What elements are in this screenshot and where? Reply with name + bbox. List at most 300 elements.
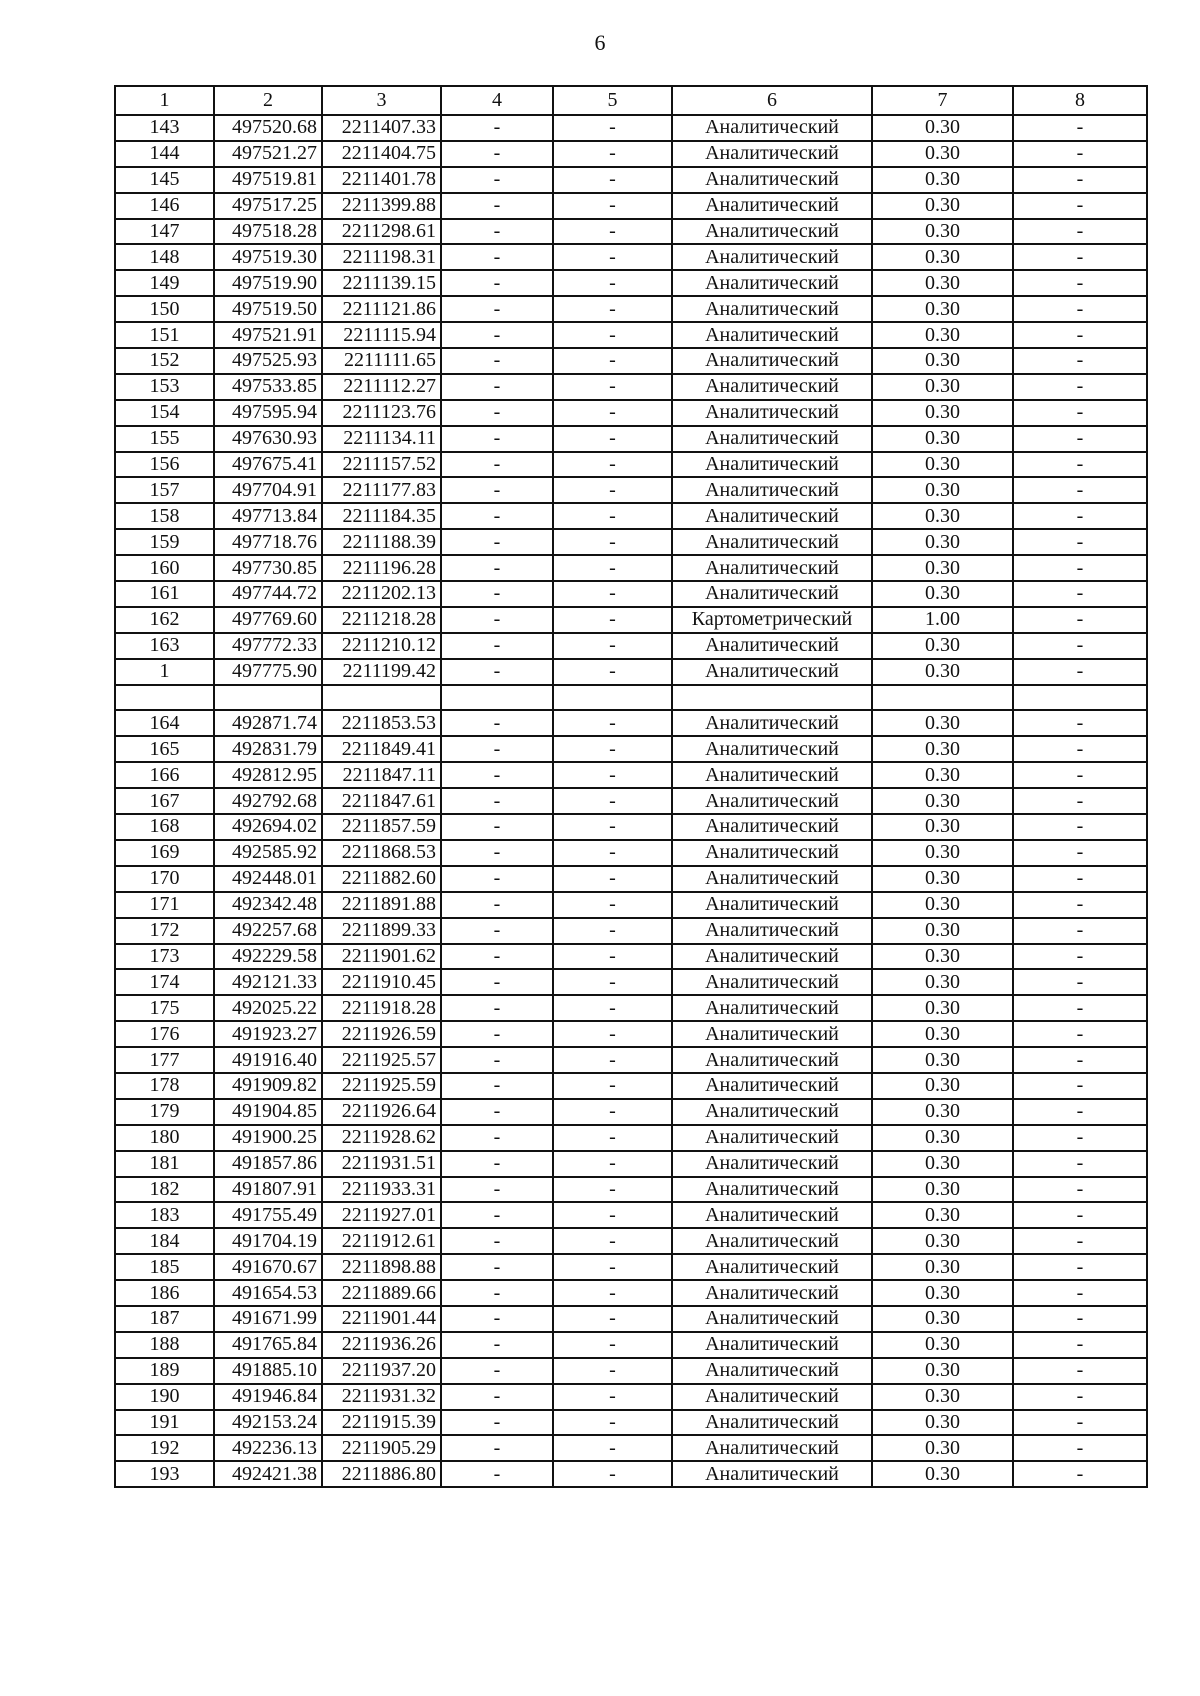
y-coordinate-cell: 2211901.44	[322, 1306, 441, 1332]
x-coordinate-cell: 497595.94	[214, 400, 322, 426]
col-8-cell: -	[1013, 736, 1147, 762]
point-number-cell: 165	[115, 736, 214, 762]
accuracy-cell: 0.30	[872, 1021, 1013, 1047]
x-coordinate-cell: 492153.24	[214, 1410, 322, 1436]
method-cell: Аналитический	[672, 1177, 872, 1203]
table-row	[115, 503, 1147, 529]
header-cell: 6	[672, 86, 872, 115]
col-4-cell: -	[441, 167, 553, 193]
col-8-cell: -	[1013, 892, 1147, 918]
method-cell: Аналитический	[672, 1202, 872, 1228]
x-coordinate-cell: 497517.25	[214, 193, 322, 219]
col-4-cell: -	[441, 1099, 553, 1125]
method-cell: Аналитический	[672, 581, 872, 607]
col-8-cell: -	[1013, 1125, 1147, 1151]
table-row	[115, 1410, 1147, 1436]
y-coordinate-cell: 2211196.28	[322, 555, 441, 581]
accuracy-cell: 0.30	[872, 426, 1013, 452]
col-8-cell: -	[1013, 995, 1147, 1021]
col-5-cell: -	[553, 1177, 672, 1203]
col-5-cell: -	[553, 1202, 672, 1228]
col-8-cell: -	[1013, 814, 1147, 840]
point-number-cell: 148	[115, 244, 214, 270]
col-5-cell: -	[553, 1332, 672, 1358]
accuracy-cell: 0.30	[872, 1280, 1013, 1306]
point-number-cell: 145	[115, 167, 214, 193]
col-5-cell: -	[553, 167, 672, 193]
accuracy-cell: 0.30	[872, 944, 1013, 970]
accuracy-cell	[872, 685, 1013, 711]
point-number-cell: 169	[115, 840, 214, 866]
y-coordinate-cell: 2211926.59	[322, 1021, 441, 1047]
accuracy-cell: 0.30	[872, 1410, 1013, 1436]
y-coordinate-cell: 2211937.20	[322, 1358, 441, 1384]
x-coordinate-cell: 492694.02	[214, 814, 322, 840]
accuracy-cell: 0.30	[872, 529, 1013, 555]
col-8-cell: -	[1013, 1254, 1147, 1280]
y-coordinate-cell: 2211847.11	[322, 762, 441, 788]
coordinates-table	[114, 85, 1148, 1488]
col-5-cell: -	[553, 219, 672, 245]
col-8-cell: -	[1013, 944, 1147, 970]
y-coordinate-cell: 2211849.41	[322, 736, 441, 762]
col-8-cell: -	[1013, 374, 1147, 400]
x-coordinate-cell: 492812.95	[214, 762, 322, 788]
col-5-cell: -	[553, 840, 672, 866]
y-coordinate-cell: 2211928.62	[322, 1125, 441, 1151]
col-5-cell: -	[553, 1021, 672, 1047]
table-row	[115, 400, 1147, 426]
col-4-cell: -	[441, 633, 553, 659]
accuracy-cell: 0.30	[872, 866, 1013, 892]
accuracy-cell: 0.30	[872, 219, 1013, 245]
point-number-cell: 180	[115, 1125, 214, 1151]
accuracy-cell: 0.30	[872, 1306, 1013, 1332]
y-coordinate-cell: 2211905.29	[322, 1435, 441, 1461]
col-5-cell: -	[553, 348, 672, 374]
x-coordinate-cell: 497630.93	[214, 426, 322, 452]
method-cell: Аналитический	[672, 193, 872, 219]
y-coordinate-cell: 2211188.39	[322, 529, 441, 555]
x-coordinate-cell: 497520.68	[214, 115, 322, 141]
method-cell: Аналитический	[672, 322, 872, 348]
table-row	[115, 581, 1147, 607]
table-row	[115, 892, 1147, 918]
table-row	[115, 1280, 1147, 1306]
col-5-cell: -	[553, 995, 672, 1021]
header-cell: 4	[441, 86, 553, 115]
method-cell: Аналитический	[672, 1099, 872, 1125]
y-coordinate-cell: 2211139.15	[322, 270, 441, 296]
accuracy-cell: 0.30	[872, 244, 1013, 270]
method-cell: Аналитический	[672, 374, 872, 400]
col-5-cell: -	[553, 762, 672, 788]
col-5-cell: -	[553, 1358, 672, 1384]
col-8-cell: -	[1013, 296, 1147, 322]
method-cell: Аналитический	[672, 1358, 872, 1384]
page-number: 6	[594, 30, 606, 55]
y-coordinate-cell: 2211177.83	[322, 477, 441, 503]
method-cell: Аналитический	[672, 1410, 872, 1436]
col-4-cell: -	[441, 219, 553, 245]
accuracy-cell: 0.30	[872, 710, 1013, 736]
y-coordinate-cell: 2211115.94	[322, 322, 441, 348]
col-4-cell: -	[441, 788, 553, 814]
accuracy-cell: 0.30	[872, 1099, 1013, 1125]
x-coordinate-cell	[214, 685, 322, 711]
x-coordinate-cell: 491765.84	[214, 1332, 322, 1358]
method-cell: Аналитический	[672, 1021, 872, 1047]
col-8-cell: -	[1013, 141, 1147, 167]
col-5-cell: -	[553, 1228, 672, 1254]
table-row	[115, 1384, 1147, 1410]
method-cell: Аналитический	[672, 244, 872, 270]
y-coordinate-cell: 2211936.26	[322, 1332, 441, 1358]
col-4-cell: -	[441, 193, 553, 219]
table-row	[115, 426, 1147, 452]
point-number-cell: 186	[115, 1280, 214, 1306]
y-coordinate-cell: 2211198.31	[322, 244, 441, 270]
x-coordinate-cell: 491904.85	[214, 1099, 322, 1125]
method-cell: Аналитический	[672, 296, 872, 322]
accuracy-cell: 0.30	[872, 840, 1013, 866]
method-cell: Аналитический	[672, 1435, 872, 1461]
method-cell: Аналитический	[672, 1151, 872, 1177]
y-coordinate-cell: 2211891.88	[322, 892, 441, 918]
col-4-cell: -	[441, 866, 553, 892]
x-coordinate-cell: 492792.68	[214, 788, 322, 814]
col-8-cell: -	[1013, 270, 1147, 296]
y-coordinate-cell: 2211918.28	[322, 995, 441, 1021]
table-body	[115, 86, 1147, 1487]
y-coordinate-cell: 2211889.66	[322, 1280, 441, 1306]
col-4-cell: -	[441, 1254, 553, 1280]
method-cell: Аналитический	[672, 762, 872, 788]
col-5-cell: -	[553, 659, 672, 685]
col-8-cell: -	[1013, 1202, 1147, 1228]
table-row	[115, 219, 1147, 245]
table-row	[115, 1306, 1147, 1332]
header-cell: 8	[1013, 86, 1147, 115]
x-coordinate-cell: 491916.40	[214, 1047, 322, 1073]
table-row	[115, 193, 1147, 219]
col-4-cell: -	[441, 607, 553, 633]
col-8-cell: -	[1013, 607, 1147, 633]
point-number-cell: 168	[115, 814, 214, 840]
col-8-cell: -	[1013, 1099, 1147, 1125]
point-number-cell	[115, 685, 214, 711]
point-number-cell: 167	[115, 788, 214, 814]
table-row	[115, 1202, 1147, 1228]
col-5-cell: -	[553, 1461, 672, 1487]
col-8-cell: -	[1013, 969, 1147, 995]
col-4-cell: -	[441, 814, 553, 840]
point-number-cell: 146	[115, 193, 214, 219]
table-row	[115, 659, 1147, 685]
col-8-cell: -	[1013, 1384, 1147, 1410]
point-number-cell: 170	[115, 866, 214, 892]
col-4-cell: -	[441, 892, 553, 918]
col-4-cell: -	[441, 1177, 553, 1203]
point-number-cell: 189	[115, 1358, 214, 1384]
method-cell: Аналитический	[672, 1384, 872, 1410]
col-8-cell: -	[1013, 400, 1147, 426]
col-8-cell: -	[1013, 167, 1147, 193]
col-4-cell: -	[441, 426, 553, 452]
table-row	[115, 969, 1147, 995]
table-row	[115, 477, 1147, 503]
col-8-cell: -	[1013, 788, 1147, 814]
point-number-cell: 147	[115, 219, 214, 245]
accuracy-cell: 0.30	[872, 814, 1013, 840]
col-8-cell: -	[1013, 115, 1147, 141]
y-coordinate-cell: 2211399.88	[322, 193, 441, 219]
col-5-cell	[553, 685, 672, 711]
point-number-cell: 192	[115, 1435, 214, 1461]
col-5-cell: -	[553, 503, 672, 529]
y-coordinate-cell: 2211111.65	[322, 348, 441, 374]
col-5-cell: -	[553, 115, 672, 141]
col-4-cell: -	[441, 1228, 553, 1254]
accuracy-cell: 0.30	[872, 892, 1013, 918]
table-row	[115, 710, 1147, 736]
col-4-cell: -	[441, 762, 553, 788]
col-5-cell: -	[553, 374, 672, 400]
x-coordinate-cell: 491900.25	[214, 1125, 322, 1151]
point-number-cell: 178	[115, 1073, 214, 1099]
col-4-cell: -	[441, 503, 553, 529]
y-coordinate-cell	[322, 685, 441, 711]
col-4-cell: -	[441, 1047, 553, 1073]
header-cell: 7	[872, 86, 1013, 115]
table-row	[115, 1435, 1147, 1461]
accuracy-cell: 0.30	[872, 1047, 1013, 1073]
table-row	[115, 348, 1147, 374]
method-cell: Аналитический	[672, 503, 872, 529]
y-coordinate-cell: 2211899.33	[322, 918, 441, 944]
col-8-cell: -	[1013, 348, 1147, 374]
y-coordinate-cell: 2211926.64	[322, 1099, 441, 1125]
table-row	[115, 555, 1147, 581]
accuracy-cell: 0.30	[872, 1125, 1013, 1151]
method-cell	[672, 685, 872, 711]
table-row	[115, 866, 1147, 892]
x-coordinate-cell: 497519.50	[214, 296, 322, 322]
method-cell: Аналитический	[672, 1280, 872, 1306]
method-cell: Аналитический	[672, 1332, 872, 1358]
x-coordinate-cell: 497525.93	[214, 348, 322, 374]
col-5-cell: -	[553, 710, 672, 736]
col-5-cell: -	[553, 555, 672, 581]
accuracy-cell: 0.30	[872, 477, 1013, 503]
col-5-cell: -	[553, 1047, 672, 1073]
col-8-cell: -	[1013, 710, 1147, 736]
header-cell: 3	[322, 86, 441, 115]
method-cell: Аналитический	[672, 167, 872, 193]
y-coordinate-cell: 2211931.51	[322, 1151, 441, 1177]
method-cell: Аналитический	[672, 995, 872, 1021]
y-coordinate-cell: 2211123.76	[322, 400, 441, 426]
x-coordinate-cell: 491671.99	[214, 1306, 322, 1332]
accuracy-cell: 0.30	[872, 762, 1013, 788]
point-number-cell: 152	[115, 348, 214, 374]
table-row	[115, 529, 1147, 555]
y-coordinate-cell: 2211912.61	[322, 1228, 441, 1254]
accuracy-cell: 0.30	[872, 995, 1013, 1021]
accuracy-cell: 0.30	[872, 1151, 1013, 1177]
table-row	[115, 296, 1147, 322]
accuracy-cell: 0.30	[872, 296, 1013, 322]
method-cell: Аналитический	[672, 944, 872, 970]
point-number-cell: 160	[115, 555, 214, 581]
col-4-cell: -	[441, 1306, 553, 1332]
point-number-cell: 190	[115, 1384, 214, 1410]
col-8-cell: -	[1013, 1306, 1147, 1332]
col-4-cell: -	[441, 918, 553, 944]
y-coordinate-cell: 2211847.61	[322, 788, 441, 814]
col-8-cell: -	[1013, 762, 1147, 788]
point-number-cell: 191	[115, 1410, 214, 1436]
table-header-row	[115, 86, 1147, 115]
col-5-cell: -	[553, 426, 672, 452]
col-4-cell: -	[441, 1410, 553, 1436]
col-5-cell: -	[553, 969, 672, 995]
method-cell: Аналитический	[672, 736, 872, 762]
col-5-cell: -	[553, 270, 672, 296]
table-row	[115, 944, 1147, 970]
point-number-cell: 158	[115, 503, 214, 529]
accuracy-cell: 0.30	[872, 400, 1013, 426]
point-number-cell: 173	[115, 944, 214, 970]
col-4-cell: -	[441, 1435, 553, 1461]
accuracy-cell: 0.30	[872, 788, 1013, 814]
col-5-cell: -	[553, 244, 672, 270]
col-4-cell: -	[441, 348, 553, 374]
table-row	[115, 840, 1147, 866]
point-number-cell: 150	[115, 296, 214, 322]
col-4-cell: -	[441, 115, 553, 141]
point-number-cell: 161	[115, 581, 214, 607]
x-coordinate-cell: 497675.41	[214, 452, 322, 478]
col-8-cell: -	[1013, 1410, 1147, 1436]
col-5-cell: -	[553, 296, 672, 322]
method-cell: Аналитический	[672, 1461, 872, 1487]
header-cell: 5	[553, 86, 672, 115]
method-cell: Аналитический	[672, 969, 872, 995]
col-5-cell: -	[553, 1384, 672, 1410]
table-row	[115, 607, 1147, 633]
method-cell: Аналитический	[672, 1228, 872, 1254]
col-4-cell: -	[441, 969, 553, 995]
y-coordinate-cell: 2211927.01	[322, 1202, 441, 1228]
x-coordinate-cell: 497718.76	[214, 529, 322, 555]
col-4-cell: -	[441, 659, 553, 685]
col-5-cell: -	[553, 1280, 672, 1306]
table-row	[115, 115, 1147, 141]
accuracy-cell: 0.30	[872, 322, 1013, 348]
col-5-cell: -	[553, 1254, 672, 1280]
point-number-cell: 166	[115, 762, 214, 788]
y-coordinate-cell: 2211157.52	[322, 452, 441, 478]
y-coordinate-cell: 2211121.86	[322, 296, 441, 322]
col-4-cell: -	[441, 1280, 553, 1306]
y-coordinate-cell: 2211134.11	[322, 426, 441, 452]
accuracy-cell: 0.30	[872, 1177, 1013, 1203]
col-5-cell: -	[553, 788, 672, 814]
accuracy-cell: 0.30	[872, 193, 1013, 219]
x-coordinate-cell: 497518.28	[214, 219, 322, 245]
accuracy-cell: 0.30	[872, 1332, 1013, 1358]
point-number-cell: 174	[115, 969, 214, 995]
accuracy-cell: 0.30	[872, 969, 1013, 995]
x-coordinate-cell: 492229.58	[214, 944, 322, 970]
table-row	[115, 1073, 1147, 1099]
method-cell: Картометрический	[672, 607, 872, 633]
col-4-cell: -	[441, 1021, 553, 1047]
y-coordinate-cell: 2211199.42	[322, 659, 441, 685]
x-coordinate-cell: 497744.72	[214, 581, 322, 607]
col-5-cell: -	[553, 607, 672, 633]
accuracy-cell: 0.30	[872, 503, 1013, 529]
x-coordinate-cell: 491670.67	[214, 1254, 322, 1280]
point-number-cell: 143	[115, 115, 214, 141]
accuracy-cell: 0.30	[872, 1435, 1013, 1461]
y-coordinate-cell: 2211925.59	[322, 1073, 441, 1099]
y-coordinate-cell: 2211925.57	[322, 1047, 441, 1073]
table-row	[115, 244, 1147, 270]
col-8-cell: -	[1013, 1177, 1147, 1203]
point-number-cell: 177	[115, 1047, 214, 1073]
col-8-cell: -	[1013, 633, 1147, 659]
col-8-cell: -	[1013, 918, 1147, 944]
x-coordinate-cell: 497519.81	[214, 167, 322, 193]
x-coordinate-cell: 497519.90	[214, 270, 322, 296]
col-8-cell: -	[1013, 193, 1147, 219]
method-cell: Аналитический	[672, 1125, 872, 1151]
x-coordinate-cell: 497533.85	[214, 374, 322, 400]
point-number-cell: 193	[115, 1461, 214, 1487]
col-5-cell: -	[553, 1410, 672, 1436]
table-row	[115, 1358, 1147, 1384]
x-coordinate-cell: 491704.19	[214, 1228, 322, 1254]
col-4-cell: -	[441, 1202, 553, 1228]
col-4-cell: -	[441, 1125, 553, 1151]
col-8-cell: -	[1013, 659, 1147, 685]
point-number-cell: 164	[115, 710, 214, 736]
table-row	[115, 452, 1147, 478]
col-4-cell: -	[441, 1151, 553, 1177]
col-4-cell: -	[441, 1384, 553, 1410]
col-8-cell: -	[1013, 1228, 1147, 1254]
y-coordinate-cell: 2211210.12	[322, 633, 441, 659]
col-5-cell: -	[553, 141, 672, 167]
point-number-cell: 188	[115, 1332, 214, 1358]
table-row	[115, 685, 1147, 711]
y-coordinate-cell: 2211910.45	[322, 969, 441, 995]
point-number-cell: 183	[115, 1202, 214, 1228]
x-coordinate-cell: 497769.60	[214, 607, 322, 633]
col-8-cell: -	[1013, 1332, 1147, 1358]
method-cell: Аналитический	[672, 1047, 872, 1073]
col-8-cell: -	[1013, 1151, 1147, 1177]
table-row	[115, 1228, 1147, 1254]
accuracy-cell: 0.30	[872, 918, 1013, 944]
x-coordinate-cell: 497730.85	[214, 555, 322, 581]
col-8-cell: -	[1013, 1358, 1147, 1384]
point-number-cell: 187	[115, 1306, 214, 1332]
point-number-cell: 181	[115, 1151, 214, 1177]
col-8-cell: -	[1013, 503, 1147, 529]
